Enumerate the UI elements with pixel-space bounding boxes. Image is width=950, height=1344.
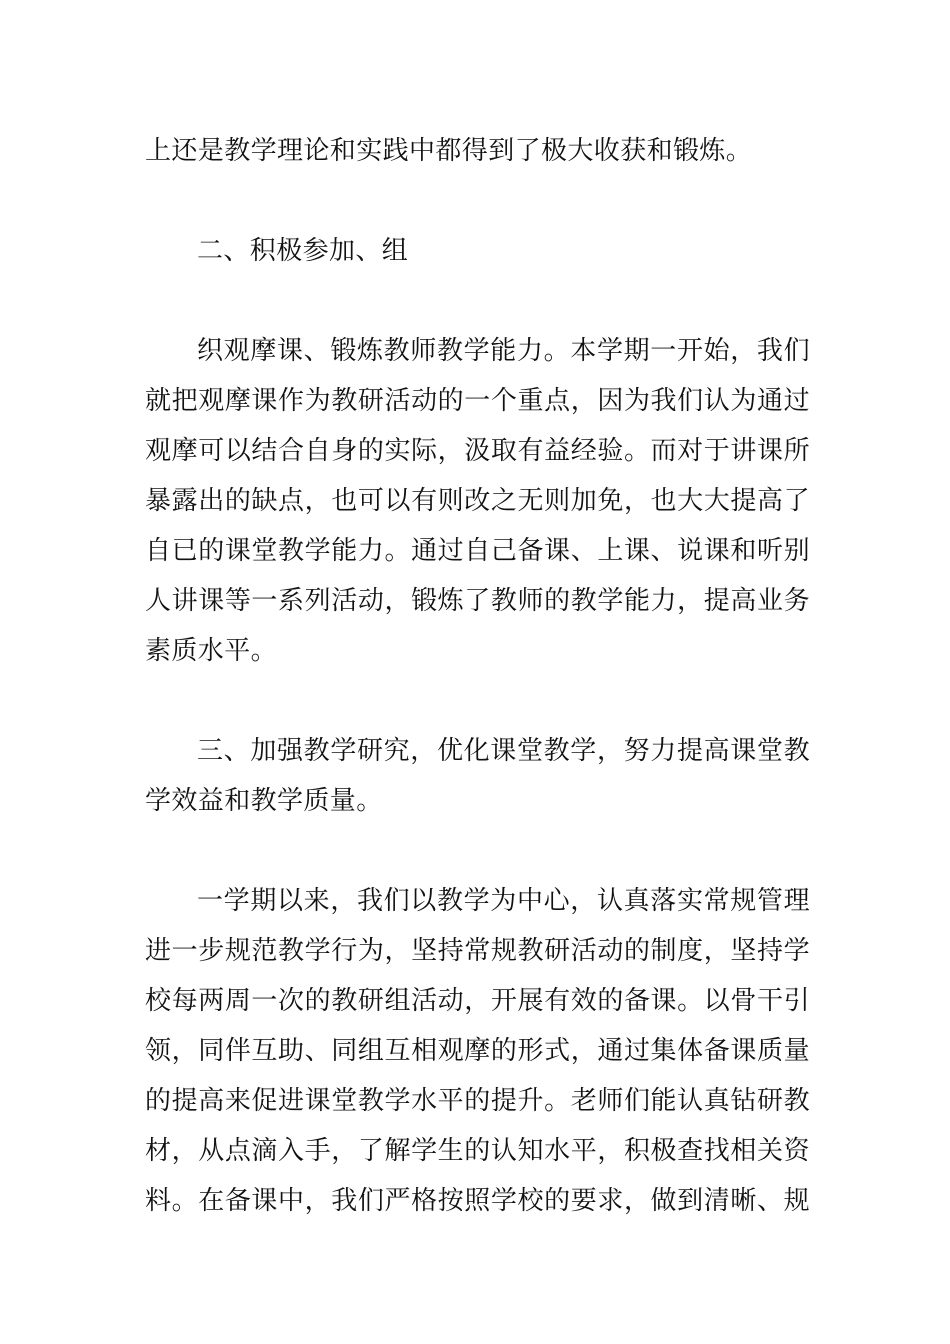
text-line: 就把观摩课作为教研活动的一个重点，因为我们认为通过 xyxy=(145,386,810,416)
text-line: 织观摩课、锻炼教师教学能力。本学期一开始，我们 xyxy=(197,336,810,366)
text-line: 的提高来促进课堂教学水平的提升。老师们能认真钻研教 xyxy=(145,1086,810,1116)
paragraph-observation-lessons xyxy=(145,326,810,676)
text-line: 二、积极参加、组 xyxy=(197,236,409,266)
text-line: 一学期以来，我们以教学为中心，认真落实常规管理 xyxy=(197,886,810,916)
text-line: 材，从点滴入手，了解学生的认知水平，积极查找相关资 xyxy=(145,1136,810,1166)
section-heading-2 xyxy=(145,226,810,276)
paragraph-continuation xyxy=(145,126,810,176)
text-line: 上还是教学理论和实践中都得到了极大收获和锻炼。 xyxy=(145,136,753,166)
document-body xyxy=(145,126,810,1276)
text-line: 学效益和教学质量。 xyxy=(145,786,383,816)
text-line: 暴露出的缺点，也可以有则改之无则加免，也大大提高了 xyxy=(145,486,810,516)
text-line: 进一步规范教学行为，坚持常规教研活动的制度，坚持学 xyxy=(145,936,810,966)
text-line: 自已的课堂教学能力。通过自己备课、上课、说课和听别 xyxy=(145,536,810,566)
paragraph-teaching-research xyxy=(145,876,810,1226)
text-line: 素质水平。 xyxy=(145,636,278,666)
text-line: 领，同伴互助、同组互相观摩的形式，通过集体备课质量 xyxy=(145,1036,810,1066)
text-line: 三、加强教学研究，优化课堂教学，努力提高课堂教 xyxy=(197,736,810,766)
text-line: 人讲课等一系列活动，锻炼了教师的教学能力，提高业务 xyxy=(145,586,810,616)
text-line: 校每两周一次的教研组活动，开展有效的备课。以骨干引 xyxy=(145,986,810,1016)
text-line: 料。在备课中，我们严格按照学校的要求，做到清晰、规 xyxy=(145,1186,810,1216)
section-heading-3 xyxy=(145,726,810,826)
text-line: 观摩可以结合自身的实际，汲取有益经验。而对于讲课所 xyxy=(145,436,810,466)
